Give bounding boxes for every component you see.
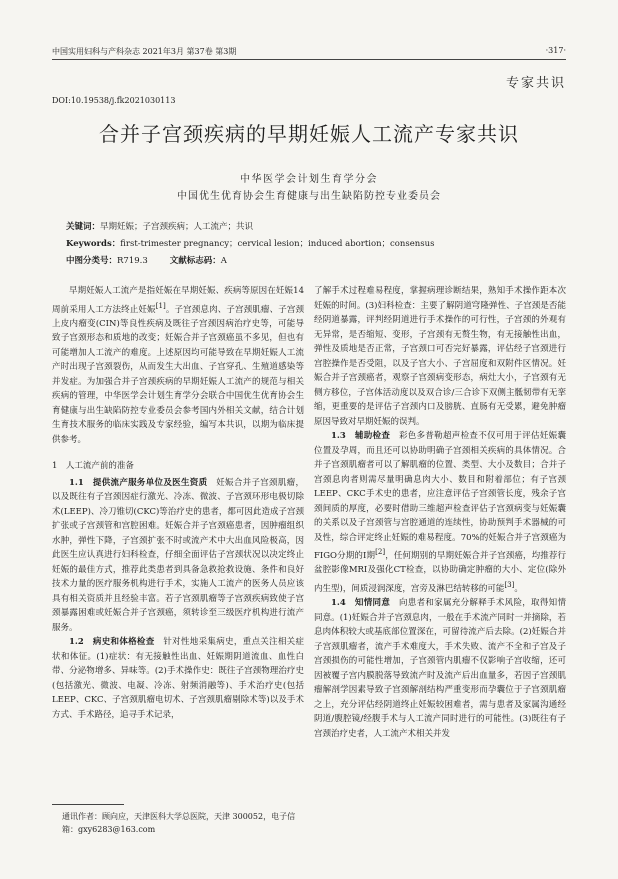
page-number: ·317· [545,46,566,55]
paragraph-1-4: 1.4 知情同意 向患者和家属充分解释手术风险，取得知情同意。(1)妊娠合并子宫颈息肉，一般在手术流产同时一并摘除，若息肉体积较大或基底部位置深在，可留待流产后去除。(2)妊娠合并子宫颈肌瘤者，流产手术难度大，手术失败、流产不全和子宫及子宫颈损伤的可能性增加，子宫颈管内肌瘤不仅影响子宫收缩，还可因被覆子宫内膜脱落导致流产时及流产后出血量多，若因子宫颈肌瘤解剖学因素导致子宫颈解剖结构严重变形而孕囊位于子宫颈肌瘤之上，充分评估经阴道终止妊娠较困难者，需与患者及家属沟通经阴道/腹腔镜/经腹手术与人工流产同时进行的可能性。(3)既往有子宫颈治疗史者，人工流产术相关并发 [314,598,566,739]
citation: [3] [504,579,515,589]
classification [66,254,227,266]
clc-label: 中图分类号： [66,256,118,266]
paragraph-1-3: 1.3 辅助检查 彩色多普勒超声检查不仅可用于评估妊娠囊位置及孕周，而且还可以协助明确子宫颈相关疾病的具体情况。合并子宫颈肌瘤者可以了解肌瘤的位置、类型、大小及数目；合并子宫颈息肉者则需尽量明确息肉大小、数目和附着部位；有子宫颈LEEP、CKC手术史的患者，应注意评估子宫颈管长度，残余子宫颈间质的厚度，必要时借助三维超声检查评估子宫颈病变与妊娠囊的关系以及子宫颈管与宫腔通道的连续性，协助预判手术器械的可及性，综合评定终止妊娠的难易程度。70%的妊娠合并子宫颈癌为FIGO分期的Ⅰ期[2]，任何期别的早期妊娠合并子宫颈癌，均推荐行盆腔影像MRI及强化CT检查，以协助确定肿瘤的大小、定位(除外内生型)，间质浸润深度，宫旁及淋巴结转移的可能[3]。 [314,431,566,594]
citation: [2] [375,547,386,556]
footnote-divider [52,804,124,805]
journal-header: 中国实用妇科与产科杂志 2021年3月 第37卷 第3期 [52,47,237,56]
doc-code-label: 文献标志码： [169,256,221,266]
keywords-cn-label: 关键词： [66,222,101,232]
header-divider [52,59,566,60]
article-title: 合并子宫颈疾病的早期妊娠人工流产专家共识 [99,122,519,146]
paragraph-1-2-cont: 了解手术过程难易程度，掌握病理诊断结果，熟知手术操作距本次妊娠的时间。(3)妇科检查：主要了解阴道穹隆弹性、子宫颈是否能经阴道暴露，评判经阴道进行手术操作的可行性，子宫颈的外观有无异常，是否缩短、变形，子宫颈有无赘生物，有无接触性出血，弹性及质地是否正常，子宫颈口可否完好暴露，评估经子宫颈进行宫腔操作是否受阻，以及子宫大小、子宫屈度和双附件区情况。妊娠合并子宫颈癌者，观察子宫颈病变形态，病灶大小，子宫颈有无侧方移位，子宫体活动度以及双合诊/三合诊下双侧主骶韧带有无挛缩，更重要的是评估子宫颈内口及膀胱、直肠有无受累，避免肿瘤原因导致对早期妊娠的误判。 [314,286,566,427]
section-label: 专家共识 [505,76,566,91]
intro-paragraph: 早期妊娠人工流产是指妊娠在早期妊娠、疾病等原因在妊娠14周前采用人工方法终止妊娠[1]。子宫颈息肉、子宫颈肌瘤、子宫颈上皮内瘤变(CIN)等良性疾病及既往子宫颈因病治疗史等，可能导致子宫颈形态和质地的改变；妊娠合并子宫颈癌虽不多见，但也有可能增加人工流产的难度。上述原因均可能导致在早期妊娠人工流产时出现子宫颈裂伤，从而发生大出血、子宫穿孔、生殖道感染等并发症。为加强合并子宫颈疾病的早期妊娠人工流产的规范与相关疾病的管理，中华医学会计划生育学分会联合中国优生优育协会生育健康与出生缺陷防控专业委员会参考国内外相关文献，结合计划生育技术服务的临床实践及专家经验，编写本共识，以期为临床提供参考。 [52,286,304,445]
keywords-en [66,237,434,249]
right-column [314,284,566,741]
org-line-1: 中华医学会计划生育学分会 [240,174,378,185]
left-column [52,284,304,722]
paragraph-1-1: 1.1 提供流产服务单位及医生资质 妊娠合并子宫颈肌瘤，以及既往有子宫颈因症行激光、冷冻、微波、子宫颈环形电极切除术(LEEP)、冷刀锥切(CKC)等治疗史的患者，都可因此造成子宫颈扩张或子宫颈管和宫腔困难。妊娠合并子宫颈癌患者，因肿瘤组织水肿，弹性下降，子宫颈扩张不时或流产术中大出血风险极高，因此医生应认真进行妇科检查，仔细全面评估子宫颈状况以决定终止妊娠的最佳方式，推荐此类患者到具备急救抢救设施、条件和良好技术力量的医疗服务机构进行手术，实施人工流产的医务人员应该具有相关资质并且经验丰富。若子宫颈肌瘤等子宫颈疾病致使子宫颈暴露困难或妊娠合并子宫颈癌，须转诊至三级医疗机构进行流产服务。 [52,477,304,633]
citation: [1] [155,300,166,310]
keywords-en-label: Keywords： [66,239,121,249]
keywords-en-text: first-trimester pregnancy；cervical lesion；induced abortion；consensus [120,239,435,249]
org-line-2: 中国优生优育协会生育健康与出生缺陷防控专业委员会 [177,191,441,202]
keywords-cn-text: 早期妊娠；子宫颈疾病；人工流产；共识 [100,222,254,232]
clc-value: R719.3 [117,256,148,266]
doi: DOI:10.19538/j.fk2021030113 [52,96,176,105]
heading-1: 1 人工流产前的准备 [52,461,134,472]
keywords-cn [66,220,253,232]
doc-code-value: A [220,256,227,266]
footnote: 通讯作者：顾向应，天津医科大学总医院，天津 300052，电子信箱：gxy6283@163.com [62,812,296,834]
paragraph-1-2: 1.2 病史和体格检查 针对性地采集病史，重点关注相关症状和体征。(1)症状：有无接触性出血、妊娠期阴道流血、血性白带、分泌物增多、异味等。(2)手术操作史：既往子宫颈物理治疗史(包括激光、微波、电凝、冷冻、射频消融等)、手术治疗史(包括LEEP、CKC、子宫颈肌瘤电切术、子宫颈肌瘤剔除术等)以及手术方式、手术路径，追寻手术记录， [52,637,304,720]
